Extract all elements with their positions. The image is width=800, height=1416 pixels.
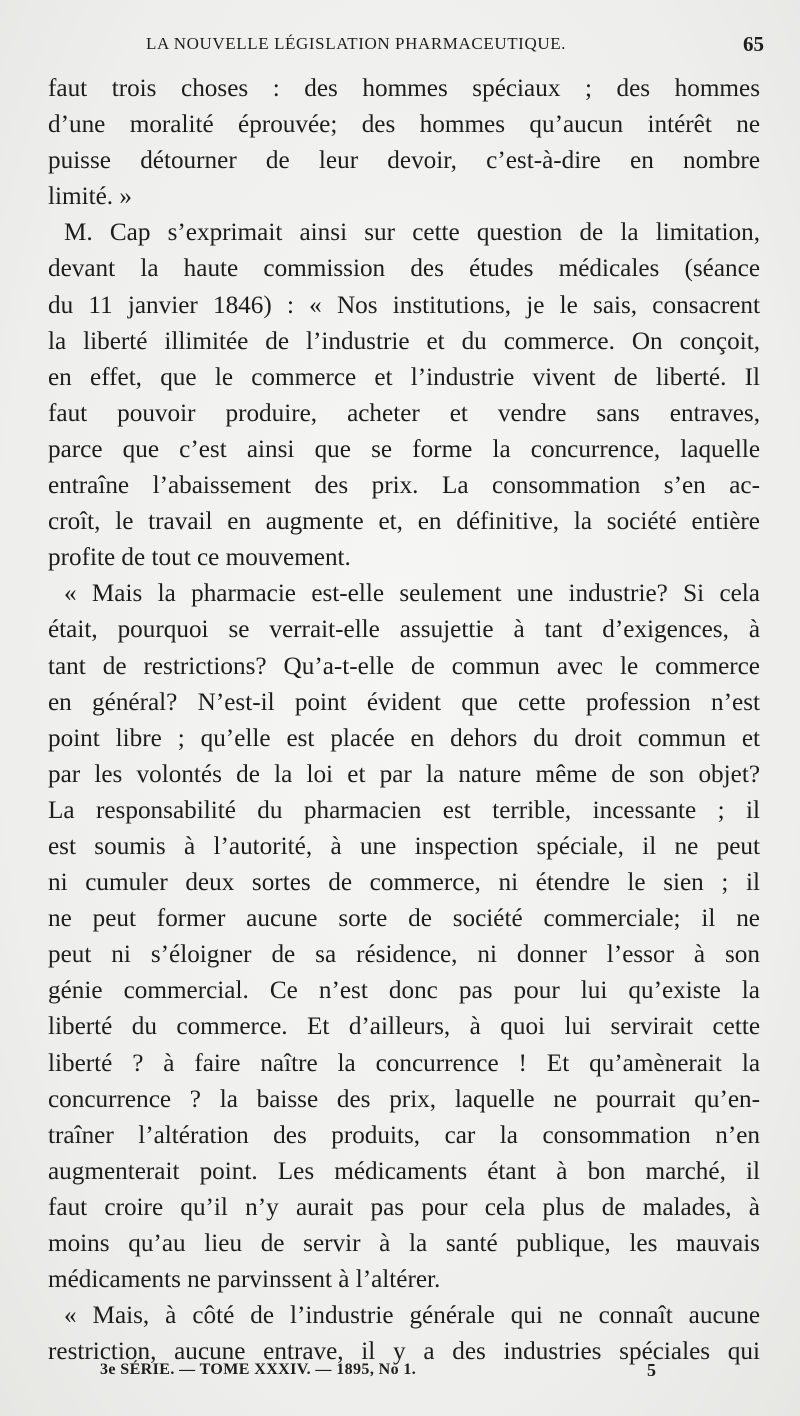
text-line: « Mais la pharmacie est-elle seulement une industrie? Si cela xyxy=(64,580,760,608)
text-line: devant la haute commission des études médicales (séance xyxy=(48,255,760,283)
text-line: faut croire qu’il n’y aurait pas pour cela plus de malades, à xyxy=(48,1193,760,1221)
text-line: La responsabilité du pharmacien est terrible, incessante ; il xyxy=(48,796,760,824)
text-line: limité. » xyxy=(48,183,132,211)
text-line: liberté ? à faire naître la concurrence ! Et qu’amènerait la xyxy=(48,1049,760,1077)
text-line: la liberté illimitée de l’industrie et du commerce. On conçoit, xyxy=(48,327,760,355)
text-line: par les volontés de la loi et par la nature même de son objet? xyxy=(48,760,760,788)
text-line: puisse détourner de leur devoir, c’est-à-dire en nombre xyxy=(48,147,760,175)
text-line: faut pouvoir produire, acheter et vendre sans entraves, xyxy=(48,399,760,427)
text-line: tant de restrictions? Qu’a-t-elle de commun avec le commerce xyxy=(48,652,760,680)
text-line: en effet, que le commerce et l’industrie vivent de liberté. Il xyxy=(48,363,760,391)
text-line: traîner l’altération des produits, car la consommation n’en xyxy=(48,1121,760,1149)
text-line: entraîne l’abaissement des prix. La consommation s’en ac- xyxy=(48,472,760,500)
text-line: est soumis à l’autorité, à une inspection spéciale, il ne peut xyxy=(48,832,760,860)
volume-info: 3e SÉRIE. — TOME XXXIV. — 1895, No 1. xyxy=(100,1361,417,1378)
page-number: 65 xyxy=(743,32,764,56)
text-line: ni cumuler deux sortes de commerce, ni étendre le sien ; il xyxy=(48,869,760,897)
text-line: en général? N’est-il point évident que cette profession n’est xyxy=(48,688,760,716)
text-line: parce que c’est ainsi que se forme la concurrence, laquelle xyxy=(48,435,760,463)
text-line: croît, le travail en augmente et, en définitive, la société entière xyxy=(48,508,760,536)
signature-mark: 5 xyxy=(647,1360,656,1380)
running-title: LA NOUVELLE LÉGISLATION PHARMACEUTIQUE. xyxy=(146,34,567,53)
text-line: peut ni s’éloigner de sa résidence, ni donner l’essor à son xyxy=(48,941,760,969)
text-line: point libre ; qu’elle est placée en dehors du droit commun et xyxy=(48,724,760,752)
text-line: d’une moralité éprouvée; des hommes qu’aucun intérêt ne xyxy=(48,111,760,139)
text-line: était, pourquoi se verrait-elle assujettie à tant d’exigences, à xyxy=(48,616,760,644)
text-line: génie commercial. Ce n’est donc pas pour lui qu’existe la xyxy=(48,977,760,1005)
text-line: restriction, aucune entrave, il y a des industries spéciales qui xyxy=(48,1338,760,1366)
text-line: faut trois choses : des hommes spéciaux ; des hommes xyxy=(48,75,760,102)
text-line: ne peut former aucune sorte de société commerciale; il ne xyxy=(48,905,760,933)
text-line: moins qu’au lieu de servir à la santé publique, les mauvais xyxy=(48,1230,760,1257)
text-line: augmenterait point. Les médicaments étant à bon marché, il xyxy=(48,1157,760,1185)
text-line: M. Cap s’exprimait ainsi sur cette question de la limitation, xyxy=(64,219,760,247)
page-header xyxy=(146,34,764,58)
text-line: du 11 janvier 1846) : « Nos institutions, je le sais, consacrent xyxy=(48,291,760,319)
text-line: profite de tout ce mouvement. xyxy=(48,544,351,572)
text-line: concurrence ? la baisse des prix, laquelle ne pourrait qu’en- xyxy=(48,1085,760,1113)
body-text xyxy=(48,71,760,1370)
text-line: liberté du commerce. Et d’ailleurs, à quoi lui servirait cette xyxy=(48,1013,760,1041)
text-line: médicaments ne parvinssent à l’altérer. xyxy=(48,1266,441,1294)
page-footer xyxy=(100,1361,656,1387)
text-line: « Mais, à côté de l’industrie générale qui ne connaît aucune xyxy=(64,1302,760,1330)
